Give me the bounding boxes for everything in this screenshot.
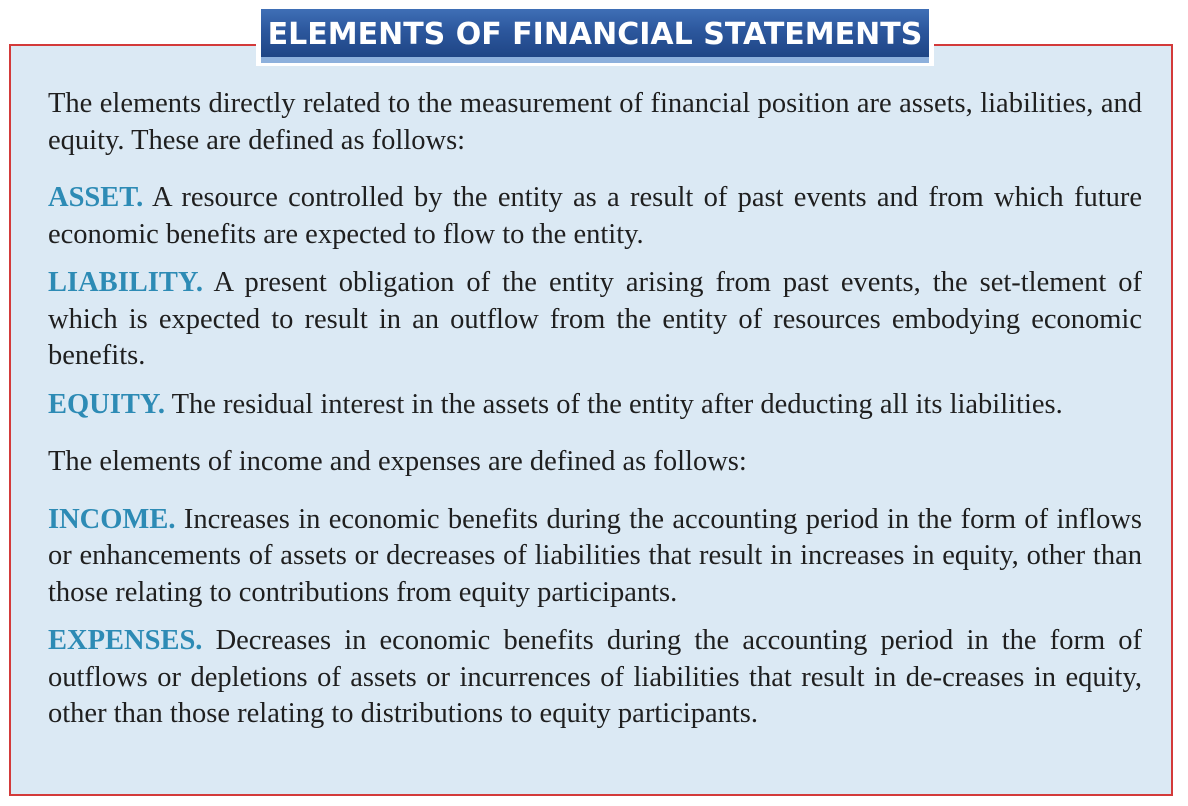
definition-term: LIABILITY. [48, 267, 203, 298]
definition-expenses [48, 623, 1142, 733]
definition-line: Decreases in economic benefits during the accounting period in the [215, 625, 1037, 656]
definition-line: which future economic benefits are expected to flow to the entity. [48, 182, 1143, 250]
title-banner-bar [261, 9, 929, 63]
definition-line: The residual interest in the assets of the entity after deducting all its [171, 388, 943, 420]
content [48, 86, 1142, 733]
title-banner [256, 6, 934, 66]
intro-performance-paragraph: The elements of income and expenses are defined as follows: [48, 446, 747, 477]
definition-line: form of outflows or depletions of assets or incurrences of liabilities that result in de- [48, 625, 1142, 693]
definition-line: of inflows or enhancements of assets or decreases of liabilities that result in increases [48, 503, 1143, 571]
definition-term: EXPENSES. [48, 625, 203, 656]
definition-liability [48, 265, 1142, 375]
definition-term: ASSET. [48, 182, 144, 213]
definition-line: embodying economic benefits. [48, 303, 1142, 371]
intro-position-paragraph: The elements directly related to the measurement of financial position are assets, liabilities, and equity. These are defined as follows: [48, 88, 1142, 156]
definition-term: INCOME. [48, 503, 176, 535]
definition-line: creases in equity, other than those relating to distributions to equity participants. [48, 661, 1142, 729]
definition-income [48, 502, 1142, 612]
definition-line: liabilities. [949, 388, 1063, 420]
page-title: ELEMENTS OF FINANCIAL STATEMENTS [267, 16, 923, 52]
definition-asset [48, 180, 1142, 253]
definition-term: EQUITY. [48, 388, 165, 420]
definition-equity [48, 387, 1142, 424]
definition-line: in equity, other than those relating to contributions from equity participants. [48, 540, 1142, 608]
definition-line: Increases in economic benefits during the accounting period in the form [183, 503, 1017, 535]
definition-line: A present obligation of the entity arising from past events, the set- [213, 267, 1021, 298]
definition-line: tlement of which is expected to result in an outflow from the entity of resources [48, 267, 1142, 335]
definition-line: A resource controlled by the entity as a result of past events and from [152, 182, 984, 213]
